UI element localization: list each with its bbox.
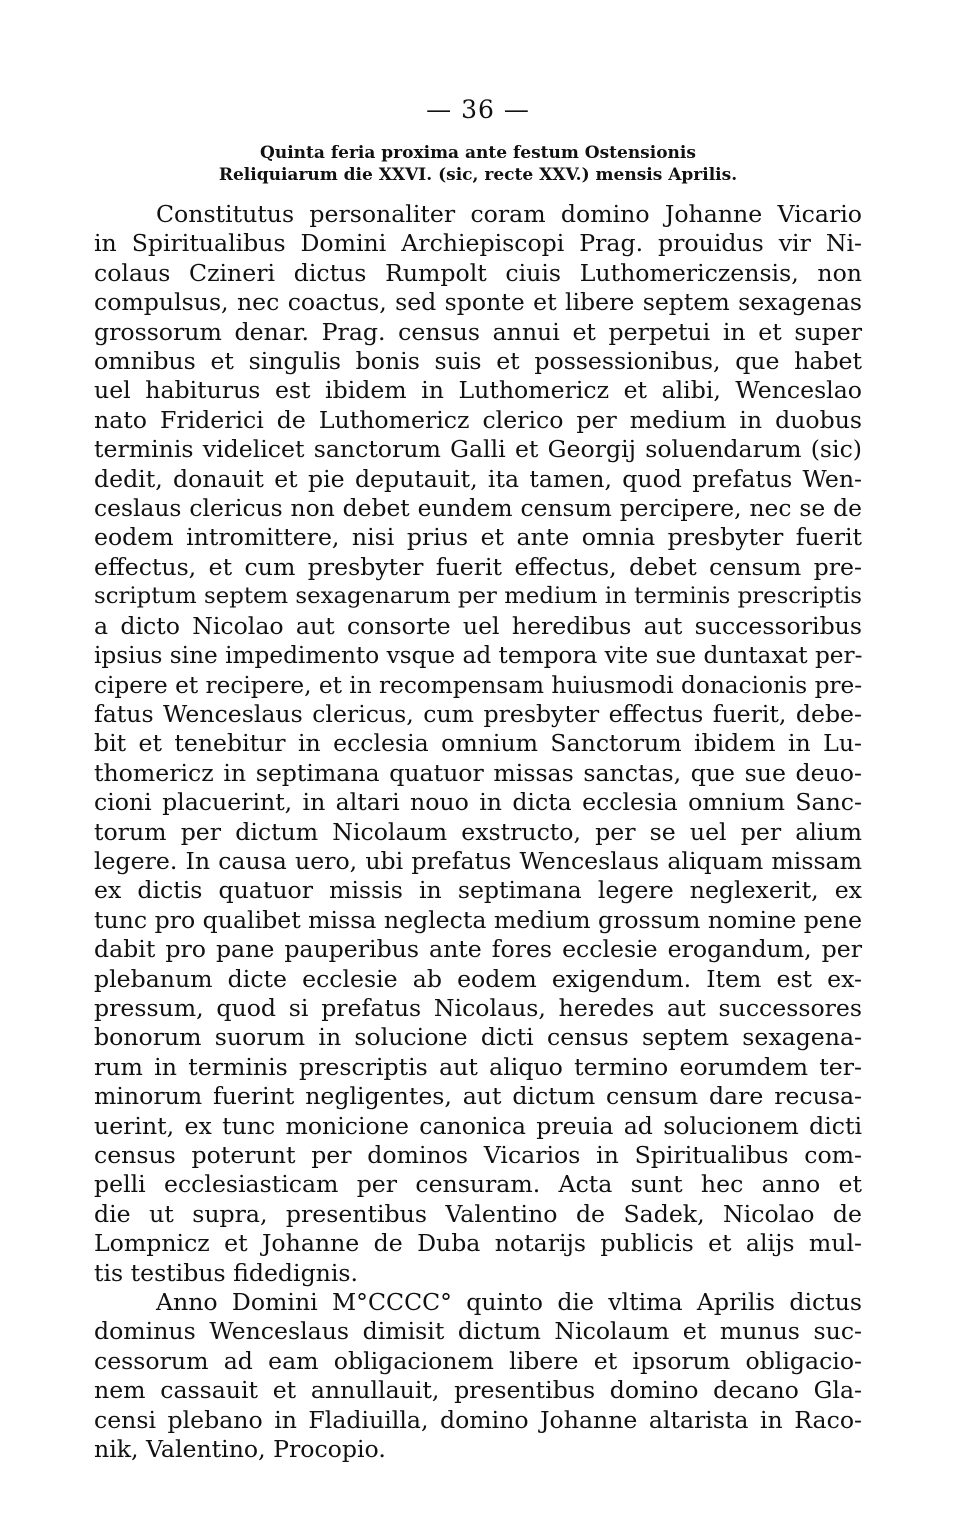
text-line: Lompnicz et Johanne de Duba notarijs publicis et alijs mul- (94, 1229, 862, 1258)
entry-heading (94, 142, 862, 186)
heading-line: Reliquiarum die XXVI. (sic, recte XXV.) mensis Aprilis. (218, 165, 738, 185)
text-line: pelli ecclesiasticam per censuram. Acta sunt hec anno et (94, 1170, 862, 1199)
text-line: fatus Wenceslaus clericus, cum presbyter effectus fuerit, debe- (94, 699, 862, 728)
text-line: rum in terminis prescriptis aut aliquo termino eorumdem ter- (94, 1052, 862, 1081)
paragraph-second (94, 1288, 862, 1464)
text-line: effectus, et cum presbyter fuerit effectus, debet censum pre- (94, 552, 862, 581)
text-line: dominus Wenceslaus dimisit dictum Nicolaum et munus suc- (94, 1317, 862, 1346)
text-line: uel habiturus est ibidem in Luthomericz et alibi, Wenceslao (94, 376, 862, 405)
text-line: cessorum ad eam obligacionem libere et ipsorum obligacio- (94, 1346, 862, 1375)
text-line: ipsius sine impedimento vsque ad tempora vite sue duntaxat per- (94, 642, 863, 670)
text-line: scriptum septem sexagenarum per medium in terminis prescriptis (94, 583, 862, 610)
text-line: legere. In causa uero, ubi prefatus Wenceslaus aliquam missam (94, 846, 862, 875)
text-line: omnibus et singulis bonis suis et possessionibus, que habet (94, 347, 862, 376)
text-line: cipere et recipere, et in recompensam huiusmodi donacionis pre- (94, 671, 863, 699)
text-line: tunc pro qualibet missa neglecta medium grossum nomine pene (94, 905, 863, 934)
document-page (94, 92, 862, 1464)
text-line: Constitutus personaliter coram domino Johanne Vicario (156, 200, 862, 228)
text-line: thomericz in septimana quatuor missas sanctas, que sue deuo- (94, 758, 862, 787)
text-line: tis testibus fidedignis. (94, 1258, 359, 1287)
text-line: colaus Czineri dictus Rumpolt ciuis Luthomericzensis, non (94, 258, 862, 287)
page-number: — 36 — (426, 95, 530, 124)
text-line: nato Friderici de Luthomericz clerico per medium in duobus (94, 405, 862, 434)
heading-line: Quinta feria proxima ante festum Ostensionis (260, 143, 696, 163)
text-line: census poterunt per dominos Vicarios in Spiritualibus com- (94, 1141, 862, 1169)
text-line: plebanum dicte ecclesie ab eodem exigendum. Item est ex- (94, 964, 862, 993)
text-line: eodem intromittere, nisi prius et ante omnia presbyter fuerit (94, 523, 862, 552)
text-line: in Spiritualibus Domini Archiepiscopi Prag. prouidus vir Ni- (94, 229, 862, 258)
text-line: dabit pro pane pauperibus ante fores ecclesie erogandum, per (94, 935, 862, 964)
text-line: a dicto Nicolao aut consorte uel heredibus aut successoribus (94, 611, 862, 640)
text-line: nem cassauit et annullauit, presentibus domino decano Gla- (94, 1376, 862, 1405)
text-line: terminis videlicet sanctorum Galli et Georgij soluendarum (sic) (94, 435, 862, 464)
text-line: bonorum suorum in solucione dicti census septem sexagena- (94, 1023, 862, 1052)
text-line: grossorum denar. Prag. census annui et perpetui in et super (94, 317, 862, 346)
text-line: pressum, quod si prefatus Nicolaus, heredes aut successores (94, 993, 862, 1022)
text-line: ceslaus clericus non debet eundem censum percipere, nec se de (94, 494, 862, 523)
text-line: compulsus, nec coactus, sed sponte et libere septem sexagenas (94, 288, 862, 317)
text-line: nik, Valentino, Procopio. (94, 1435, 386, 1464)
text-line: bit et tenebitur in ecclesia omnium Sanctorum ibidem in Lu- (94, 729, 862, 758)
text-line: die ut supra, presentibus Valentino de Sadek, Nicolao de (94, 1199, 862, 1228)
text-line: censi plebano in Fladiuilla, domino Johanne altarista in Raco- (94, 1405, 862, 1434)
text-line: dedit, donauit et pie deputauit, ita tamen, quod prefatus Wen- (94, 464, 862, 493)
text-line: cioni placuerint, in altari nouo in dicta ecclesia omnium Sanc- (94, 788, 862, 817)
text-line: Anno Domini M°CCCC° quinto die vltima Aprilis dictus (156, 1288, 862, 1317)
text-line: ex dictis quatuor missis in septimana legere neglexerit, ex (94, 876, 862, 905)
text-line: minorum fuerint negligentes, aut dictum censum dare recusa- (94, 1082, 862, 1111)
text-line: uerint, ex tunc monicione canonica preuia ad solucionem dicti (94, 1111, 862, 1140)
paragraph-main (94, 200, 862, 1288)
text-line: torum per dictum Nicolaum exstructo, per se uel per alium (94, 817, 862, 846)
